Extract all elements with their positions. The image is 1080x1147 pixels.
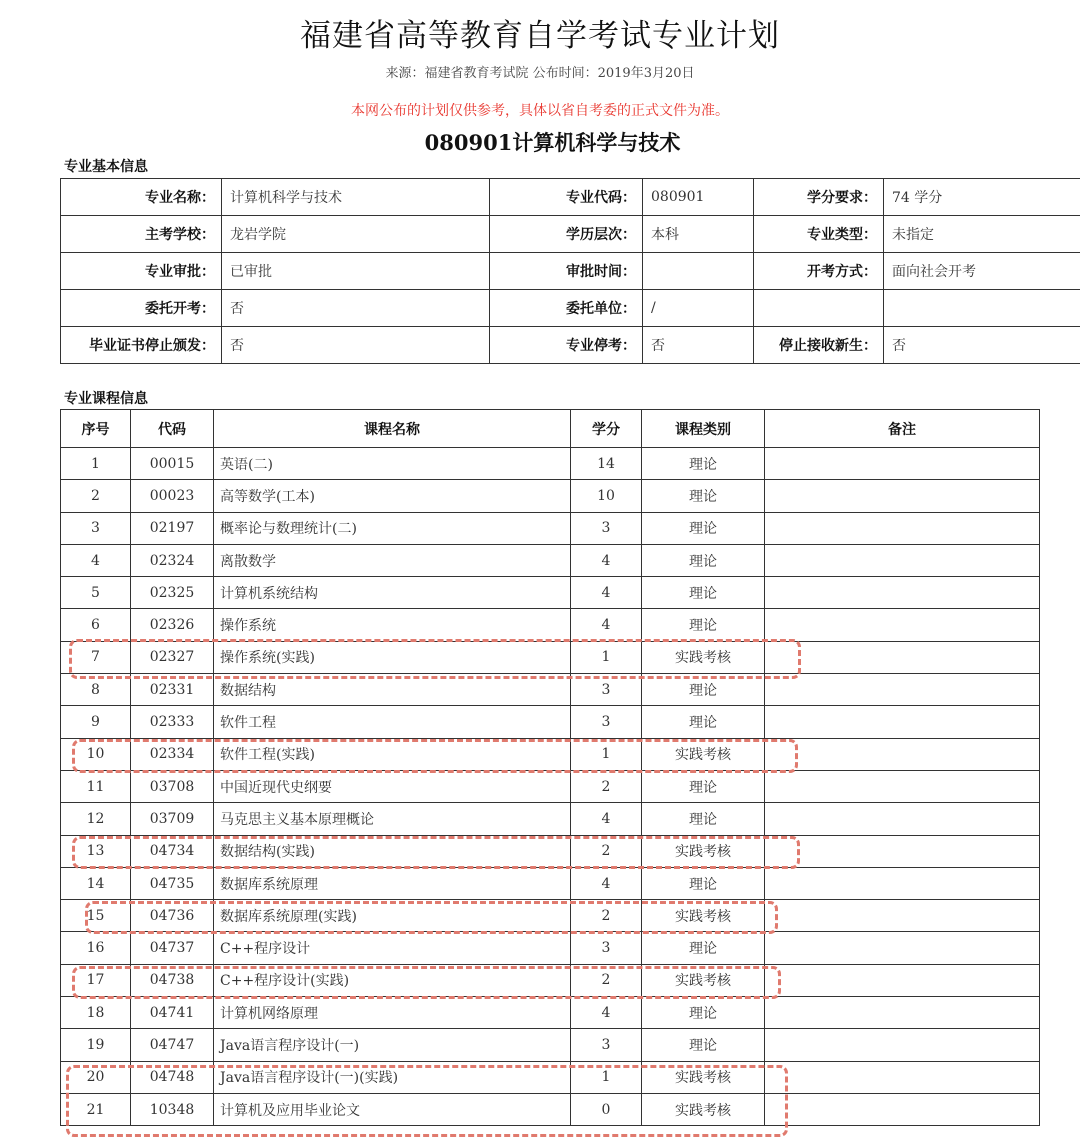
course-index: 14	[61, 867, 131, 899]
course-index: 2	[61, 480, 131, 512]
course-remarks	[765, 480, 1040, 512]
course-category: 理论	[642, 674, 765, 706]
field-value: 74 学分	[884, 179, 1080, 216]
table-row	[61, 900, 1040, 932]
course-index: 8	[61, 674, 131, 706]
course-index: 5	[61, 577, 131, 609]
course-credits: 3	[571, 706, 642, 738]
course-remarks	[765, 867, 1040, 899]
table-row	[61, 770, 1040, 802]
course-remarks	[765, 997, 1040, 1029]
course-code: 04736	[131, 900, 214, 932]
course-index: 20	[61, 1061, 131, 1093]
course-name: 数据库系统原理(实践)	[214, 900, 571, 932]
course-index: 21	[61, 1093, 131, 1125]
table-row	[61, 964, 1040, 996]
table-row	[61, 1093, 1040, 1125]
header-index: 序号	[61, 410, 131, 448]
course-remarks	[765, 835, 1040, 867]
course-remarks	[765, 512, 1040, 544]
course-category: 理论	[642, 480, 765, 512]
course-name: 离散数学	[214, 544, 571, 576]
table-row	[61, 706, 1040, 738]
course-code: 02327	[131, 641, 214, 673]
basic-info-table	[60, 178, 1080, 364]
field-label: 委托开考：	[61, 290, 222, 327]
course-credits: 4	[571, 577, 642, 609]
course-name: 计算机系统结构	[214, 577, 571, 609]
field-value: /	[643, 290, 754, 327]
table-row	[61, 803, 1040, 835]
course-remarks	[765, 641, 1040, 673]
course-credits: 4	[571, 867, 642, 899]
course-code: 04741	[131, 997, 214, 1029]
course-name: 数据结构	[214, 674, 571, 706]
course-remarks	[765, 544, 1040, 576]
course-index: 13	[61, 835, 131, 867]
course-category: 理论	[642, 770, 765, 802]
table-row	[61, 448, 1040, 480]
course-remarks	[765, 1029, 1040, 1061]
header-category: 课程类别	[642, 410, 765, 448]
course-category: 理论	[642, 544, 765, 576]
field-label: 专业停考：	[490, 327, 643, 364]
course-name: Java语言程序设计(一)(实践)	[214, 1061, 571, 1093]
course-index: 1	[61, 448, 131, 480]
field-value: 本科	[643, 216, 754, 253]
course-code: 04735	[131, 867, 214, 899]
course-category: 理论	[642, 1029, 765, 1061]
header-code: 代码	[131, 410, 214, 448]
basic-info-row	[61, 327, 1080, 364]
field-value: 面向社会开考	[884, 253, 1080, 290]
course-credits: 14	[571, 448, 642, 480]
course-name: Java语言程序设计(一)	[214, 1029, 571, 1061]
course-remarks	[765, 770, 1040, 802]
course-index: 11	[61, 770, 131, 802]
course-remarks	[765, 674, 1040, 706]
course-category: 理论	[642, 609, 765, 641]
course-info-label: 专业课程信息	[64, 391, 148, 407]
field-label: 停止接收新生：	[754, 327, 884, 364]
field-value: 否	[884, 327, 1080, 364]
course-name: 数据库系统原理	[214, 867, 571, 899]
table-row	[61, 867, 1040, 899]
field-label: 委托单位：	[490, 290, 643, 327]
course-category: 实践考核	[642, 900, 765, 932]
field-value: 否	[643, 327, 754, 364]
course-remarks	[765, 609, 1040, 641]
course-credits: 4	[571, 609, 642, 641]
page-title: 福建省高等教育自学考试专业计划	[300, 18, 780, 54]
course-index: 9	[61, 706, 131, 738]
course-category: 实践考核	[642, 964, 765, 996]
course-category: 理论	[642, 512, 765, 544]
course-category: 实践考核	[642, 1093, 765, 1125]
course-remarks	[765, 738, 1040, 770]
table-row	[61, 609, 1040, 641]
course-name: C++程序设计(实践)	[214, 964, 571, 996]
course-code: 00015	[131, 448, 214, 480]
table-row	[61, 577, 1040, 609]
course-code: 02333	[131, 706, 214, 738]
course-index: 3	[61, 512, 131, 544]
basic-info-row	[61, 179, 1080, 216]
course-credits: 2	[571, 835, 642, 867]
course-code: 02326	[131, 609, 214, 641]
header-credits: 学分	[571, 410, 642, 448]
course-index: 12	[61, 803, 131, 835]
course-remarks	[765, 803, 1040, 835]
course-code: 03709	[131, 803, 214, 835]
course-name: 数据结构(实践)	[214, 835, 571, 867]
course-name: 计算机及应用毕业论文	[214, 1093, 571, 1125]
table-row	[61, 480, 1040, 512]
field-value: 已审批	[222, 253, 490, 290]
table-row	[61, 997, 1040, 1029]
field-label	[754, 290, 884, 327]
field-label: 主考学校：	[61, 216, 222, 253]
course-name: 软件工程	[214, 706, 571, 738]
course-index: 15	[61, 900, 131, 932]
course-category: 理论	[642, 577, 765, 609]
field-value: 080901	[643, 179, 754, 216]
course-remarks	[765, 932, 1040, 964]
course-category: 理论	[642, 803, 765, 835]
course-name: 马克思主义基本原理概论	[214, 803, 571, 835]
course-name: 操作系统(实践)	[214, 641, 571, 673]
field-label: 开考方式：	[754, 253, 884, 290]
course-remarks	[765, 577, 1040, 609]
course-code: 04737	[131, 932, 214, 964]
field-label: 专业类型：	[754, 216, 884, 253]
course-name: 操作系统	[214, 609, 571, 641]
course-credits: 3	[571, 674, 642, 706]
course-remarks	[765, 964, 1040, 996]
course-code: 03708	[131, 770, 214, 802]
course-code: 04734	[131, 835, 214, 867]
field-value: 否	[222, 290, 490, 327]
field-label: 学分要求：	[754, 179, 884, 216]
source-line: 来源：福建省教育考试院 公布时间：2019年3月20日	[385, 66, 695, 81]
course-code: 04747	[131, 1029, 214, 1061]
table-row	[61, 835, 1040, 867]
basic-info-label: 专业基本信息	[64, 159, 148, 175]
table-row	[61, 1029, 1040, 1061]
field-value: 否	[222, 327, 490, 364]
course-name: 英语(二)	[214, 448, 571, 480]
field-label: 专业名称：	[61, 179, 222, 216]
course-credits: 3	[571, 932, 642, 964]
course-index: 6	[61, 609, 131, 641]
table-row	[61, 932, 1040, 964]
course-name: 计算机网络原理	[214, 997, 571, 1029]
course-remarks	[765, 900, 1040, 932]
course-name: 中国近现代史纲要	[214, 770, 571, 802]
field-value	[643, 253, 754, 290]
course-code: 10348	[131, 1093, 214, 1125]
course-credits: 1	[571, 1061, 642, 1093]
field-label: 审批时间：	[490, 253, 643, 290]
course-credits: 2	[571, 964, 642, 996]
course-index: 4	[61, 544, 131, 576]
field-label: 毕业证书停止颁发：	[61, 327, 222, 364]
course-credits: 2	[571, 900, 642, 932]
course-remarks	[765, 1061, 1040, 1093]
course-index: 10	[61, 738, 131, 770]
course-category: 实践考核	[642, 641, 765, 673]
course-credits: 3	[571, 512, 642, 544]
course-name: 高等数学(工本)	[214, 480, 571, 512]
basic-info-row	[61, 290, 1080, 327]
course-code: 02331	[131, 674, 214, 706]
course-credits: 4	[571, 544, 642, 576]
course-credits: 10	[571, 480, 642, 512]
course-name: 软件工程(实践)	[214, 738, 571, 770]
header-course-name: 课程名称	[214, 410, 571, 448]
notice-text: 本网公布的计划仅供参考，具体以省自考委的正式文件为准。	[351, 103, 729, 119]
course-index: 18	[61, 997, 131, 1029]
basic-info-row	[61, 253, 1080, 290]
course-remarks	[765, 448, 1040, 480]
course-category: 理论	[642, 867, 765, 899]
course-code: 02197	[131, 512, 214, 544]
field-value: 计算机科学与技术	[222, 179, 490, 216]
course-credits: 4	[571, 803, 642, 835]
field-label: 学历层次：	[490, 216, 643, 253]
course-code: 02324	[131, 544, 214, 576]
course-credits: 1	[571, 641, 642, 673]
course-credits: 1	[571, 738, 642, 770]
table-row	[61, 544, 1040, 576]
course-category: 理论	[642, 448, 765, 480]
course-code: 02325	[131, 577, 214, 609]
course-category: 实践考核	[642, 835, 765, 867]
basic-info-row	[61, 216, 1080, 253]
course-index: 19	[61, 1029, 131, 1061]
table-row	[61, 1061, 1040, 1093]
table-row	[61, 738, 1040, 770]
course-category: 理论	[642, 706, 765, 738]
course-category: 实践考核	[642, 1061, 765, 1093]
course-category: 理论	[642, 932, 765, 964]
field-value	[884, 290, 1080, 327]
course-name: C++程序设计	[214, 932, 571, 964]
course-credits: 3	[571, 1029, 642, 1061]
field-value: 未指定	[884, 216, 1080, 253]
course-remarks	[765, 1093, 1040, 1125]
course-index: 7	[61, 641, 131, 673]
course-credits: 0	[571, 1093, 642, 1125]
course-remarks	[765, 706, 1040, 738]
table-row	[61, 674, 1040, 706]
course-name: 概率论与数理统计(二)	[214, 512, 571, 544]
course-category: 实践考核	[642, 738, 765, 770]
course-index: 16	[61, 932, 131, 964]
table-row	[61, 512, 1040, 544]
table-row	[61, 641, 1040, 673]
course-code: 02334	[131, 738, 214, 770]
course-index: 17	[61, 964, 131, 996]
course-code: 04748	[131, 1061, 214, 1093]
course-code: 04738	[131, 964, 214, 996]
course-table	[60, 409, 1040, 1126]
field-label: 专业代码：	[490, 179, 643, 216]
major-title: 080901计算机科学与技术	[424, 130, 681, 155]
course-code: 00023	[131, 480, 214, 512]
field-label: 专业审批：	[61, 253, 222, 290]
course-category: 理论	[642, 997, 765, 1029]
course-credits: 4	[571, 997, 642, 1029]
course-credits: 2	[571, 770, 642, 802]
header-remarks: 备注	[765, 410, 1040, 448]
field-value: 龙岩学院	[222, 216, 490, 253]
course-header-row	[61, 410, 1040, 448]
